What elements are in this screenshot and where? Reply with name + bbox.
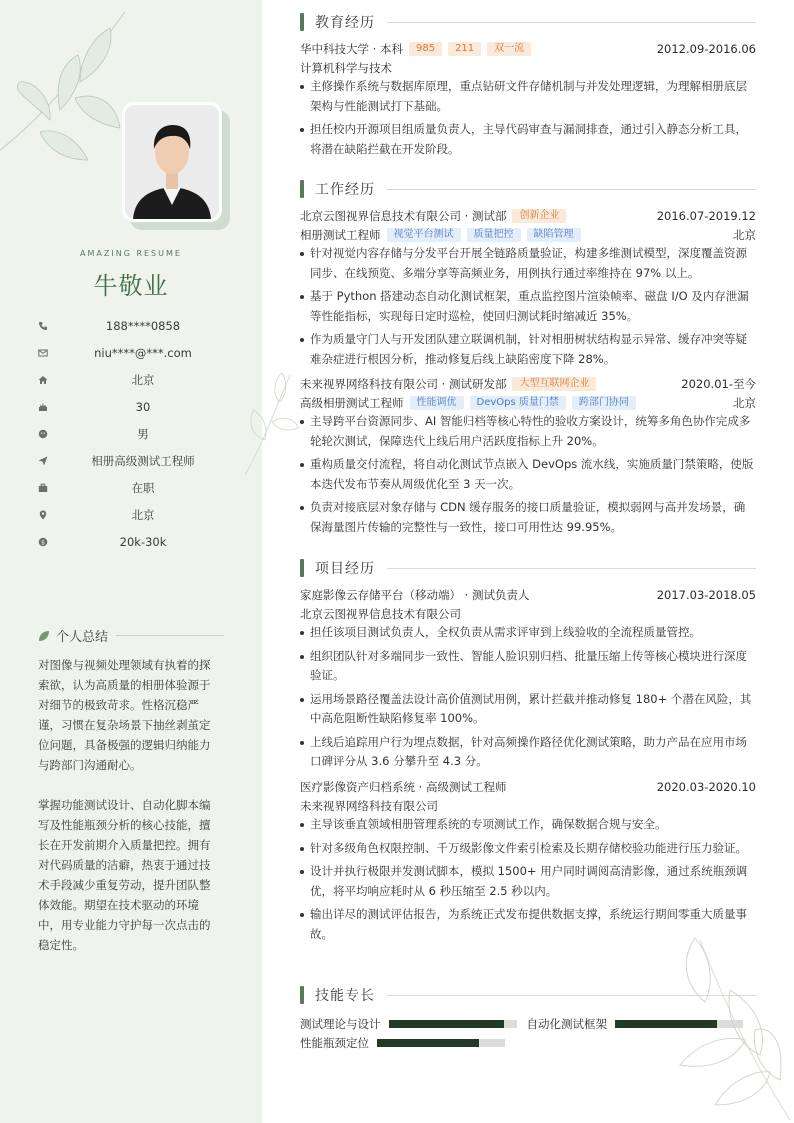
skill-item: 自动化测试框架 [527, 1016, 744, 1032]
role-tag: 缺陷管理 [527, 228, 581, 242]
skill-item: 性能瓶颈定位 [300, 1035, 505, 1051]
skill-bar [377, 1039, 505, 1047]
resume-tagline: AMAZING RESUME [80, 249, 182, 258]
location-pin-icon [38, 510, 48, 520]
list-item: 组织团队针对多端同步一致性、智能人脸识别归档、批量压缩上传等核心模块进行深度验证。 [300, 647, 756, 686]
company-name: 未来视界网络科技有限公司 · 测试研发部 [300, 376, 507, 391]
info-salary: $ 20k-30k [38, 528, 238, 555]
summary-body [38, 655, 220, 975]
role-tag: 跨部门协同 [572, 396, 636, 410]
info-age: 30 [38, 393, 238, 420]
project-bullets [300, 623, 756, 772]
info-email: niu****@***.com [38, 339, 238, 366]
skill-item: 测试理论与设计 [300, 1016, 517, 1032]
summary-title: 个人总结 [56, 630, 109, 645]
skills-title: 技能专长 [315, 988, 375, 1004]
job-city: 北京 [733, 227, 756, 242]
project-date: 2020.03-2020.10 [656, 779, 756, 794]
svg-text:$: $ [41, 538, 45, 546]
leaf-decoration-icon [240, 370, 300, 480]
project-1 [300, 585, 756, 776]
summary-header [38, 626, 224, 645]
send-icon [38, 456, 48, 466]
list-item: 担任校内开源项目组质量负责人，主导代码审查与漏洞排查，通过引入静态分析工具，将潜在缺陷拦截在开发阶段。 [300, 120, 756, 159]
birthday-cake-icon [38, 402, 48, 412]
company-tag: 创新企业 [512, 209, 566, 223]
sidebar [0, 0, 262, 1123]
role-tag: 视觉平台测试 [387, 228, 461, 242]
list-item: 运用场景路径覆盖法设计高价值测试用例，累计拦截并推动修复 180+ 个潜在风险，其中高危阻断性缺陷修复率 100%。 [300, 690, 756, 729]
contact-info-list [38, 312, 238, 555]
school-name: 华中科技大学 · 本科 [300, 41, 403, 56]
list-item: 作为质量守门人与开发团队建立联调机制，针对相册树状结构显示异常、缓存冲突等疑难杂症进行根因分析，推动修复后线上缺陷密度下降 28%。 [300, 330, 756, 369]
job-bullets [300, 412, 756, 537]
list-item: 输出详尽的测试评估报告，为系统正式发布提供数据支撑，系统运行期间零重大质量事故。 [300, 905, 756, 944]
info-location: 北京 [38, 501, 238, 528]
info-job-target: 相册高级测试工程师 [38, 447, 238, 474]
education-date: 2012.09-2016.06 [656, 41, 756, 56]
role-tag: 性能调优 [410, 396, 464, 410]
skill-bar [389, 1020, 517, 1028]
school-tag: 985 [409, 42, 442, 56]
leaf-decoration-icon [0, 0, 140, 170]
project-company: 北京云图视界信息技术有限公司 [300, 606, 461, 621]
project-bullets [300, 815, 756, 944]
gender-icon [38, 429, 48, 439]
salary-icon [38, 537, 48, 547]
list-item: 针对多级角色权限控制、千万级影像文件索引检索及长期存储校验功能进行压力验证。 [300, 839, 756, 859]
company-tag: 大型互联网企业 [512, 377, 596, 391]
list-item: 基于 Python 搭建动态自动化测试框架，重点监控图片渲染帧率、磁盘 I/O 及内存泄漏等性能指标，实现每日定时巡检，使回归测试耗时缩减近 35%。 [300, 287, 756, 326]
role-tag: DevOps 质量门禁 [470, 396, 566, 410]
list-item: 针对视觉内容存储与分发平台开展全链路质量验证，构建多维测试模型，深度覆盖资源同步、在线预览、多端分享等高频业务，用例执行通过率维持在 97% 以上。 [300, 244, 756, 283]
project-name: 医疗影像资产归档系统 · 高级测试工程师 [300, 779, 507, 794]
info-home: 北京 [38, 366, 238, 393]
list-item: 重构质量交付流程，将自动化测试节点嵌入 DevOps 流水线，实施质量门禁策略，使版本迭代发布节奏从周级优化至 3 天一次。 [300, 455, 756, 494]
job-role: 高级相册测试工程师 [300, 395, 404, 410]
summary-paragraph: 对图像与视频处理领域有执着的探索欲，认为高质量的相册体验源于对细节的极致苛求。性格沉稳严谨，习惯在复杂场景下抽丝剥茧定位问题，具备极强的逻辑归纳能力与跨部门沟通耐心。 [38, 658, 211, 772]
list-item: 主修操作系统与数据库原理，重点钻研文件存储机制与并发处理逻辑，为理解相册底层架构与性能测试打下基础。 [300, 77, 756, 116]
job-role: 相册测试工程师 [300, 227, 381, 242]
education-title: 教育经历 [315, 15, 375, 31]
project-name: 家庭影像云存储平台（移动端） · 测试负责人 [300, 587, 530, 602]
project-date: 2017.03-2018.05 [656, 587, 756, 602]
work-job-1 [300, 206, 756, 373]
project-company: 未来视界网络科技有限公司 [300, 798, 438, 813]
job-bullets [300, 244, 756, 369]
projects-title: 项目经历 [315, 561, 375, 577]
projects-header [300, 558, 756, 578]
work-title: 工作经历 [315, 182, 375, 198]
home-icon [38, 375, 48, 385]
avatar [122, 102, 222, 222]
work-header [300, 179, 756, 199]
list-item: 主导跨平台资源同步、AI 智能归档等核心特性的验收方案设计，统筹多角色协作完成多轮轮次测试，保障迭代上线后用户活跃度指标上升 20%。 [300, 412, 756, 451]
school-tag: 211 [448, 42, 481, 56]
company-name: 北京云图视界信息技术有限公司 · 测试部 [300, 208, 507, 223]
leaf-decoration-icon [660, 930, 794, 1123]
education-block [300, 39, 756, 163]
briefcase-icon [38, 483, 48, 493]
list-item: 主导该垂直领域相册管理系统的专项测试工作，确保数据合规与安全。 [300, 815, 756, 835]
school-tag: 双一流 [487, 42, 531, 56]
education-major: 计算机科学与技术 [300, 60, 392, 75]
info-status: 在职 [38, 474, 238, 501]
job-date: 2016.07-2019.12 [656, 208, 756, 223]
project-2 [300, 777, 756, 948]
job-date: 2020.01-至今 [681, 376, 756, 391]
summary-paragraph: 掌握功能测试设计、自动化脚本编写及性能瓶颈分析的核心技能，擅长在开发前期介入质量把控。拥有对代码质量的洁癖，热衷于通过技术手段减少重复劳动，提升团队整体效能。期望在技术驱动的环境中，用专业能力守护每一次点击的稳定性。 [38, 798, 211, 952]
list-item: 负责对接底层对象存储与 CDN 缓存服务的接口质量验证，模拟弱网与高并发场景，确保海量图片传输的完整性与一致性，接口可用性达 99.95%。 [300, 498, 756, 537]
phone-icon [38, 321, 48, 331]
education-header [300, 12, 756, 32]
avatar-portrait-icon [125, 105, 219, 219]
email-icon [38, 348, 48, 358]
role-tag: 质量把控 [467, 228, 521, 242]
list-item: 设计并执行极限并发测试脚本，模拟 1500+ 用户同时调阅高清影像，通过系统瓶颈调优，将平均响应耗时从 6 秒压缩至 2.5 秒以内。 [300, 862, 756, 901]
list-item: 担任该项目测试负责人，全权负责从需求评审到上线验收的全流程质量管控。 [300, 623, 756, 643]
info-gender: 男 [38, 420, 238, 447]
candidate-name: 牛敬业 [93, 272, 169, 300]
info-phone: 188****0858 [38, 312, 238, 339]
work-job-2 [300, 374, 756, 541]
education-bullets [300, 77, 756, 159]
job-city: 北京 [733, 395, 756, 410]
list-item: 上线后追踪用户行为埋点数据，针对高频操作路径优化测试策略，助力产品在应用市场口碑评分从 3.6 分攀升至 4.3 分。 [300, 733, 756, 772]
leaf-icon [38, 630, 50, 642]
